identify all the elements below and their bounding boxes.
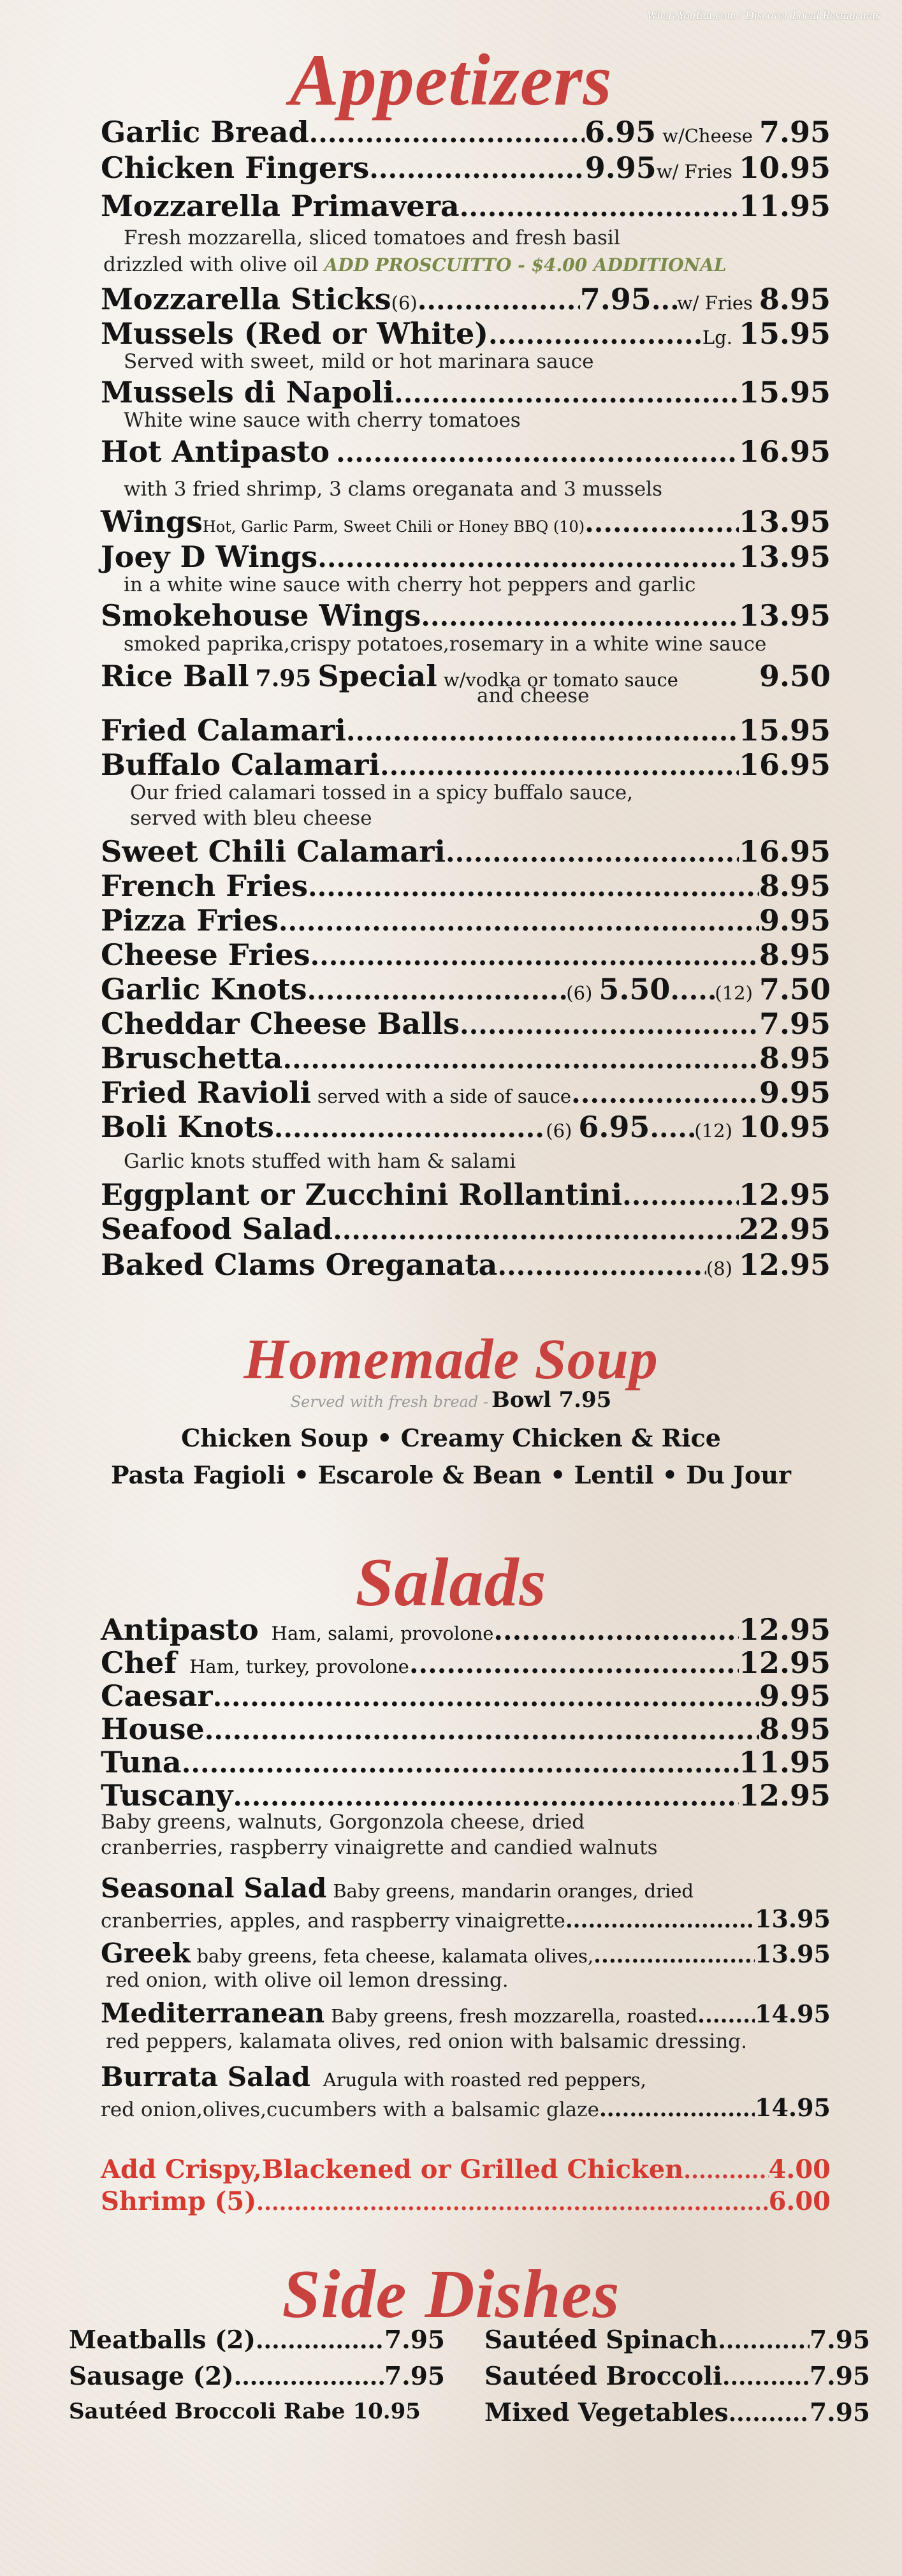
item-description: served with bleu cheese [130,807,372,830]
item-description: Served with sweet, mild or hot marinara sauce [124,350,594,373]
seasonal-salad-line-2: cranberries, apples, and raspberry vinaigrette ..... 13.95 [101,1907,831,1931]
menu-item-seasonal-salad: Seasonal Salad Baby greens, mandarin oranges, dried [101,1873,694,1904]
item-description: Garlic knots stuffed with ham & salami [124,1150,516,1173]
side-dishes-title: Side Dishes [282,2256,620,2332]
side-item-broccoli: Sautéed Broccoli ..... 7.95 [484,2364,870,2389]
menu-item-caesar-salad: Caesar ..... 9.95 [101,1681,831,1711]
appetizers-title: Appetizers [289,40,613,121]
addon-note: ADD PROSCUITTO - $4.00 ADDITIONAL [324,254,727,276]
special-description: and cheese [477,684,590,707]
menu-item-hot-antipasto: Hot Antipasto ..... 16.95 [101,437,831,466]
menu-item-boli-knots: Boli Knots ..... (6) 6.95 ..... (12) 10.95 [101,1112,831,1142]
side-item-meatballs: Meatballs (2) ..... 7.95 [69,2328,445,2353]
menu-item-mozzarella-sticks: Mozzarella Sticks (6) ..... 7.95 ..... w/ Fries 8.95 [101,284,831,314]
menu-item-mediterranean-salad: Mediterranean Baby greens, fresh mozzarella, roasted ..... 14.95 [101,2000,831,2027]
menu-item-antipasto-salad: Antipasto Ham, salami, provolone ..... 12.95 [101,1615,831,1644]
side-item-sausage: Sausage (2) ..... 7.95 [69,2364,445,2389]
add-on-chicken: Add Crispy,Blackened or Grilled Chicken ..... 4.00 [101,2157,831,2182]
menu-item-french-fries: French Fries ..... 8.95 [101,871,831,901]
menu-item-chicken-fingers: Chicken Fingers ..... 9.95 w/ Fries 10.95 [101,153,831,182]
item-description: Our fried calamari tossed in a spicy buffalo sauce, [130,781,634,804]
menu-item-cheddar-cheese-balls: Cheddar Cheese Balls ..... 7.95 [101,1009,831,1038]
soup-title: Homemade Soup [244,1328,658,1391]
item-description: cranberries, raspberry vinaigrette and candied walnuts [101,1836,658,1859]
item-description-addon: drizzled with olive oil ADD PROSCUITTO - $4.00 ADDITIONAL [103,253,727,276]
side-item-spinach: Sautéed Spinach ..... 7.95 [484,2328,870,2353]
menu-item-cheese-fries: Cheese Fries ..... 8.95 [101,940,831,969]
menu-item-rollantini: Eggplant or Zucchini Rollantini ..... 12.95 [101,1180,831,1209]
side-item-mixed-vegetables: Mixed Vegetables ..... 7.95 [484,2401,870,2425]
item-description: in a white wine sauce with cherry hot peppers and garlic [124,573,696,596]
site-watermark: WhereYouEat.com / Discover Local Restaurants [646,9,880,22]
menu-item-fried-calamari: Fried Calamari ..... 15.95 [101,716,831,745]
menu-item-garlic-bread: Garlic Bread ..... 6.95 w/Cheese 7.95 [101,117,831,147]
menu-item-fried-ravioli: Fried Ravioli served with a side of sauce ..... 9.95 [101,1078,831,1107]
add-on-shrimp: Shrimp (5) ..... 6.00 [101,2189,831,2214]
item-description: Fresh mozzarella, sliced tomatoes and fresh basil [124,226,620,249]
menu-item-wings: Wings Hot, Garlic Parm, Sweet Chili or Honey BBQ (10) ..... 13.95 [101,507,831,536]
side-dishes-right-column [484,2325,870,2427]
menu-item-chef-salad: Chef Ham, turkey, provolone ..... 12.95 [101,1648,831,1677]
special-label: Special [317,659,437,693]
menu-item-baked-clams: Baked Clams Oreganata ..... (8) 12.95 [101,1250,831,1279]
menu-item-burrata-salad: Burrata Salad Arugula with roasted red peppers, [101,2061,646,2093]
side-item-broccoli-rabe: Sautéed Broccoli Rabe 10.95 [69,2399,421,2424]
menu-item-smokehouse-wings: Smokehouse Wings ..... 13.95 [101,601,831,630]
menu-item-rice-ball: Rice Ball 7.95 Special w/vodka or tomato sauce 9.50 [101,659,831,693]
item-description: smoked paprika,crispy potatoes,rosemary in a white wine sauce [124,633,767,656]
item-description: White wine sauce with cherry tomatoes [124,409,521,432]
item-description: red onion, with olive oil lemon dressing. [106,1969,509,1992]
menu-item-bruschetta: Bruschetta ..... 8.95 [101,1043,831,1073]
item-description: red peppers, kalamata olives, red onion with balsamic dressing. [106,2030,748,2053]
menu-item-garlic-knots: Garlic Knots ..... (6) 5.50 ..... (12) 7.50 [101,975,831,1004]
soup-serving-note: Served with fresh bread - Bowl 7.95 [290,1387,612,1413]
menu-item-pizza-fries: Pizza Fries ..... 9.95 [101,906,831,935]
soup-bowl-price: Bowl 7.95 [491,1387,612,1413]
menu-item-mozzarella-primavera: Mozzarella Primavera ..... 11.95 [101,191,831,221]
item-description: Baby greens, walnuts, Gorgonzola cheese, dried [101,1811,585,1834]
menu-item-house-salad: House ..... 8.95 [101,1714,831,1744]
menu-item-sweet-chili-calamari: Sweet Chili Calamari ..... 16.95 [101,837,831,866]
menu-item-mussels-napoli: Mussels di Napoli ..... 15.95 [101,378,831,407]
menu-item-buffalo-calamari: Buffalo Calamari ..... 16.95 [101,750,831,779]
side-dishes-left-column [69,2325,445,2424]
menu-item-tuna-salad: Tuna ..... 11.95 [101,1748,831,1777]
menu-item-seafood-salad: Seafood Salad ..... 22.95 [101,1214,831,1244]
soup-list-line-2: Pasta Fagioli • Escarole & Bean • Lentil • Du Jour [110,1461,792,1489]
menu-item-tuscany-salad: Tuscany ..... 12.95 [101,1781,831,1810]
menu-item-greek-salad: Greek baby greens, feta cheese, kalamata olives, ..... 13.95 [101,1940,831,1967]
salads-title: Salads [355,1545,547,1621]
item-description: with 3 fried shrimp, 3 clams oreganata and 3 mussels [124,478,663,501]
menu-item-joey-d-wings: Joey D Wings ..... 13.95 [101,542,831,571]
burrata-salad-line-2: red onion,olives,cucumbers with a balsamic glaze ..... 14.95 [101,2096,831,2120]
menu-item-mussels: Mussels (Red or White) ..... Lg. 15.95 [101,319,831,348]
soup-list-line-1: Chicken Soup • Creamy Chicken & Rice [181,1424,721,1452]
